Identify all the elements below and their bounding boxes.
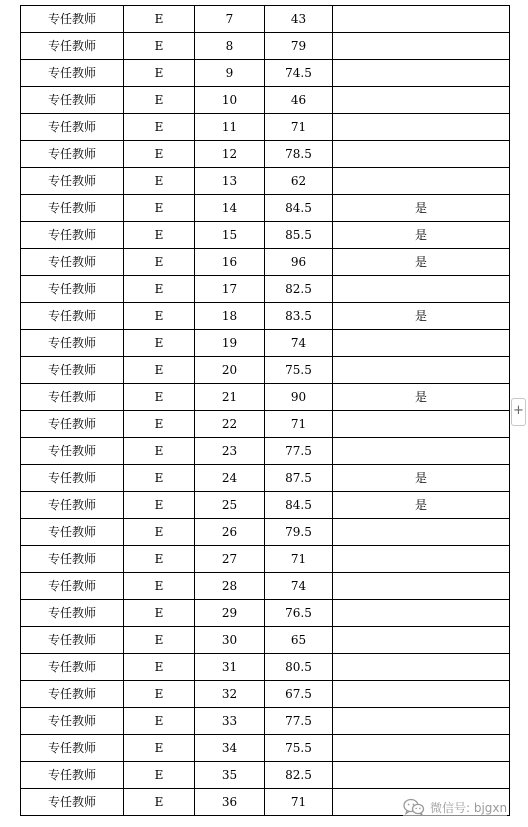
cell-position: 专任教师	[21, 357, 124, 384]
cell-score: 78.5	[265, 141, 333, 168]
cell-position: 专任教师	[21, 600, 124, 627]
cell-position: 专任教师	[21, 708, 124, 735]
cell-selected	[333, 735, 510, 762]
cell-score: 80.5	[265, 654, 333, 681]
table-row	[21, 195, 510, 222]
table-row	[21, 6, 510, 33]
cell-grade: E	[124, 357, 195, 384]
table-row	[21, 276, 510, 303]
cell-number: 16	[195, 249, 265, 276]
cell-score: 87.5	[265, 465, 333, 492]
cell-position: 专任教师	[21, 168, 124, 195]
watermark-text: 微信号: bjgxn	[430, 800, 508, 815]
cell-number: 32	[195, 681, 265, 708]
cell-grade: E	[124, 573, 195, 600]
cell-selected	[333, 681, 510, 708]
cell-score: 84.5	[265, 195, 333, 222]
table-row	[21, 465, 510, 492]
cell-position: 专任教师	[21, 519, 124, 546]
cell-selected: 是	[333, 249, 510, 276]
cell-grade: E	[124, 681, 195, 708]
cell-position: 专任教师	[21, 195, 124, 222]
cell-score: 77.5	[265, 438, 333, 465]
cell-grade: E	[124, 60, 195, 87]
table-row	[21, 384, 510, 411]
cell-number: 25	[195, 492, 265, 519]
cell-score: 79	[265, 33, 333, 60]
cell-selected: 是	[333, 195, 510, 222]
cell-selected: 是	[333, 492, 510, 519]
cell-number: 33	[195, 708, 265, 735]
cell-grade: E	[124, 627, 195, 654]
table-row	[21, 168, 510, 195]
cell-number: 26	[195, 519, 265, 546]
table-row	[21, 438, 510, 465]
cell-grade: E	[124, 546, 195, 573]
cell-selected	[333, 627, 510, 654]
cell-number: 28	[195, 573, 265, 600]
cell-number: 7	[195, 6, 265, 33]
cell-position: 专任教师	[21, 222, 124, 249]
cell-score: 76.5	[265, 600, 333, 627]
cell-score: 77.5	[265, 708, 333, 735]
cell-selected	[333, 519, 510, 546]
cell-score: 43	[265, 6, 333, 33]
cell-score: 46	[265, 87, 333, 114]
cell-number: 17	[195, 276, 265, 303]
cell-position: 专任教师	[21, 411, 124, 438]
cell-grade: E	[124, 438, 195, 465]
wechat-logo-icon	[403, 798, 425, 816]
cell-number: 21	[195, 384, 265, 411]
cell-score: 82.5	[265, 276, 333, 303]
cell-selected	[333, 141, 510, 168]
cell-selected: 是	[333, 465, 510, 492]
cell-grade: E	[124, 141, 195, 168]
cell-score: 71	[265, 114, 333, 141]
cell-selected	[333, 330, 510, 357]
cell-position: 专任教师	[21, 384, 124, 411]
cell-selected	[333, 114, 510, 141]
cell-score: 96	[265, 249, 333, 276]
cell-score: 75.5	[265, 357, 333, 384]
cell-position: 专任教师	[21, 6, 124, 33]
cell-grade: E	[124, 303, 195, 330]
cell-selected	[333, 762, 510, 789]
cell-grade: E	[124, 222, 195, 249]
cell-position: 专任教师	[21, 762, 124, 789]
table-row	[21, 33, 510, 60]
table-row	[21, 735, 510, 762]
cell-grade: E	[124, 87, 195, 114]
table-row	[21, 627, 510, 654]
results-table	[20, 5, 510, 816]
cell-score: 85.5	[265, 222, 333, 249]
cell-number: 20	[195, 357, 265, 384]
cell-grade: E	[124, 168, 195, 195]
cell-score: 74	[265, 330, 333, 357]
wechat-watermark	[403, 795, 507, 819]
cell-selected	[333, 600, 510, 627]
table-row	[21, 681, 510, 708]
table-row	[21, 654, 510, 681]
table-row	[21, 600, 510, 627]
cell-position: 专任教师	[21, 789, 124, 816]
cell-position: 专任教师	[21, 60, 124, 87]
expand-handle[interactable]	[511, 398, 526, 426]
table-body	[21, 6, 510, 816]
cell-selected	[333, 654, 510, 681]
cell-number: 15	[195, 222, 265, 249]
cell-position: 专任教师	[21, 33, 124, 60]
cell-position: 专任教师	[21, 87, 124, 114]
cell-grade: E	[124, 195, 195, 222]
cell-position: 专任教师	[21, 465, 124, 492]
cell-selected	[333, 60, 510, 87]
table-row	[21, 303, 510, 330]
cell-number: 13	[195, 168, 265, 195]
table-row	[21, 60, 510, 87]
cell-number: 10	[195, 87, 265, 114]
cell-grade: E	[124, 600, 195, 627]
cell-number: 29	[195, 600, 265, 627]
cell-score: 74	[265, 573, 333, 600]
cell-number: 18	[195, 303, 265, 330]
cell-position: 专任教师	[21, 735, 124, 762]
cell-number: 12	[195, 141, 265, 168]
table-row	[21, 411, 510, 438]
cell-position: 专任教师	[21, 492, 124, 519]
cell-grade: E	[124, 249, 195, 276]
cell-grade: E	[124, 276, 195, 303]
cell-number: 35	[195, 762, 265, 789]
cell-position: 专任教师	[21, 573, 124, 600]
cell-position: 专任教师	[21, 141, 124, 168]
cell-score: 71	[265, 411, 333, 438]
table-row	[21, 87, 510, 114]
table-row	[21, 141, 510, 168]
cell-grade: E	[124, 384, 195, 411]
cell-number: 30	[195, 627, 265, 654]
cell-number: 8	[195, 33, 265, 60]
cell-grade: E	[124, 789, 195, 816]
table-row	[21, 573, 510, 600]
table-row	[21, 222, 510, 249]
cell-selected: 是	[333, 303, 510, 330]
cell-position: 专任教师	[21, 681, 124, 708]
table-row	[21, 708, 510, 735]
cell-selected	[333, 708, 510, 735]
table-row	[21, 519, 510, 546]
cell-score: 75.5	[265, 735, 333, 762]
cell-selected	[333, 33, 510, 60]
cell-number: 24	[195, 465, 265, 492]
cell-score: 62	[265, 168, 333, 195]
cell-grade: E	[124, 33, 195, 60]
cell-score: 84.5	[265, 492, 333, 519]
cell-position: 专任教师	[21, 276, 124, 303]
plus-icon: +	[513, 403, 524, 418]
cell-score: 90	[265, 384, 333, 411]
cell-selected	[333, 546, 510, 573]
cell-grade: E	[124, 465, 195, 492]
cell-score: 71	[265, 789, 333, 816]
cell-grade: E	[124, 519, 195, 546]
cell-position: 专任教师	[21, 654, 124, 681]
cell-position: 专任教师	[21, 330, 124, 357]
cell-number: 34	[195, 735, 265, 762]
cell-position: 专任教师	[21, 114, 124, 141]
cell-selected	[333, 438, 510, 465]
cell-score: 74.5	[265, 60, 333, 87]
table-row	[21, 357, 510, 384]
table-row	[21, 249, 510, 276]
cell-number: 11	[195, 114, 265, 141]
table-row	[21, 114, 510, 141]
cell-selected	[333, 573, 510, 600]
cell-number: 9	[195, 60, 265, 87]
cell-grade: E	[124, 654, 195, 681]
cell-position: 专任教师	[21, 438, 124, 465]
cell-selected	[333, 411, 510, 438]
cell-grade: E	[124, 330, 195, 357]
cell-selected: 是	[333, 222, 510, 249]
cell-number: 27	[195, 546, 265, 573]
cell-grade: E	[124, 762, 195, 789]
cell-grade: E	[124, 708, 195, 735]
cell-selected	[333, 168, 510, 195]
table-row	[21, 330, 510, 357]
cell-grade: E	[124, 114, 195, 141]
cell-number: 19	[195, 330, 265, 357]
cell-selected: 是	[333, 384, 510, 411]
cell-number: 31	[195, 654, 265, 681]
cell-score: 67.5	[265, 681, 333, 708]
cell-selected	[333, 87, 510, 114]
cell-grade: E	[124, 735, 195, 762]
cell-score: 65	[265, 627, 333, 654]
cell-selected	[333, 357, 510, 384]
cell-score: 71	[265, 546, 333, 573]
table-row	[21, 546, 510, 573]
cell-number: 14	[195, 195, 265, 222]
cell-position: 专任教师	[21, 249, 124, 276]
cell-score: 82.5	[265, 762, 333, 789]
cell-number: 22	[195, 411, 265, 438]
table-row	[21, 762, 510, 789]
cell-position: 专任教师	[21, 546, 124, 573]
cell-selected	[333, 276, 510, 303]
cell-grade: E	[124, 492, 195, 519]
cell-score: 79.5	[265, 519, 333, 546]
cell-number: 36	[195, 789, 265, 816]
cell-selected	[333, 6, 510, 33]
cell-position: 专任教师	[21, 303, 124, 330]
cell-number: 23	[195, 438, 265, 465]
cell-grade: E	[124, 6, 195, 33]
table-row	[21, 492, 510, 519]
cell-grade: E	[124, 411, 195, 438]
cell-position: 专任教师	[21, 627, 124, 654]
cell-score: 83.5	[265, 303, 333, 330]
